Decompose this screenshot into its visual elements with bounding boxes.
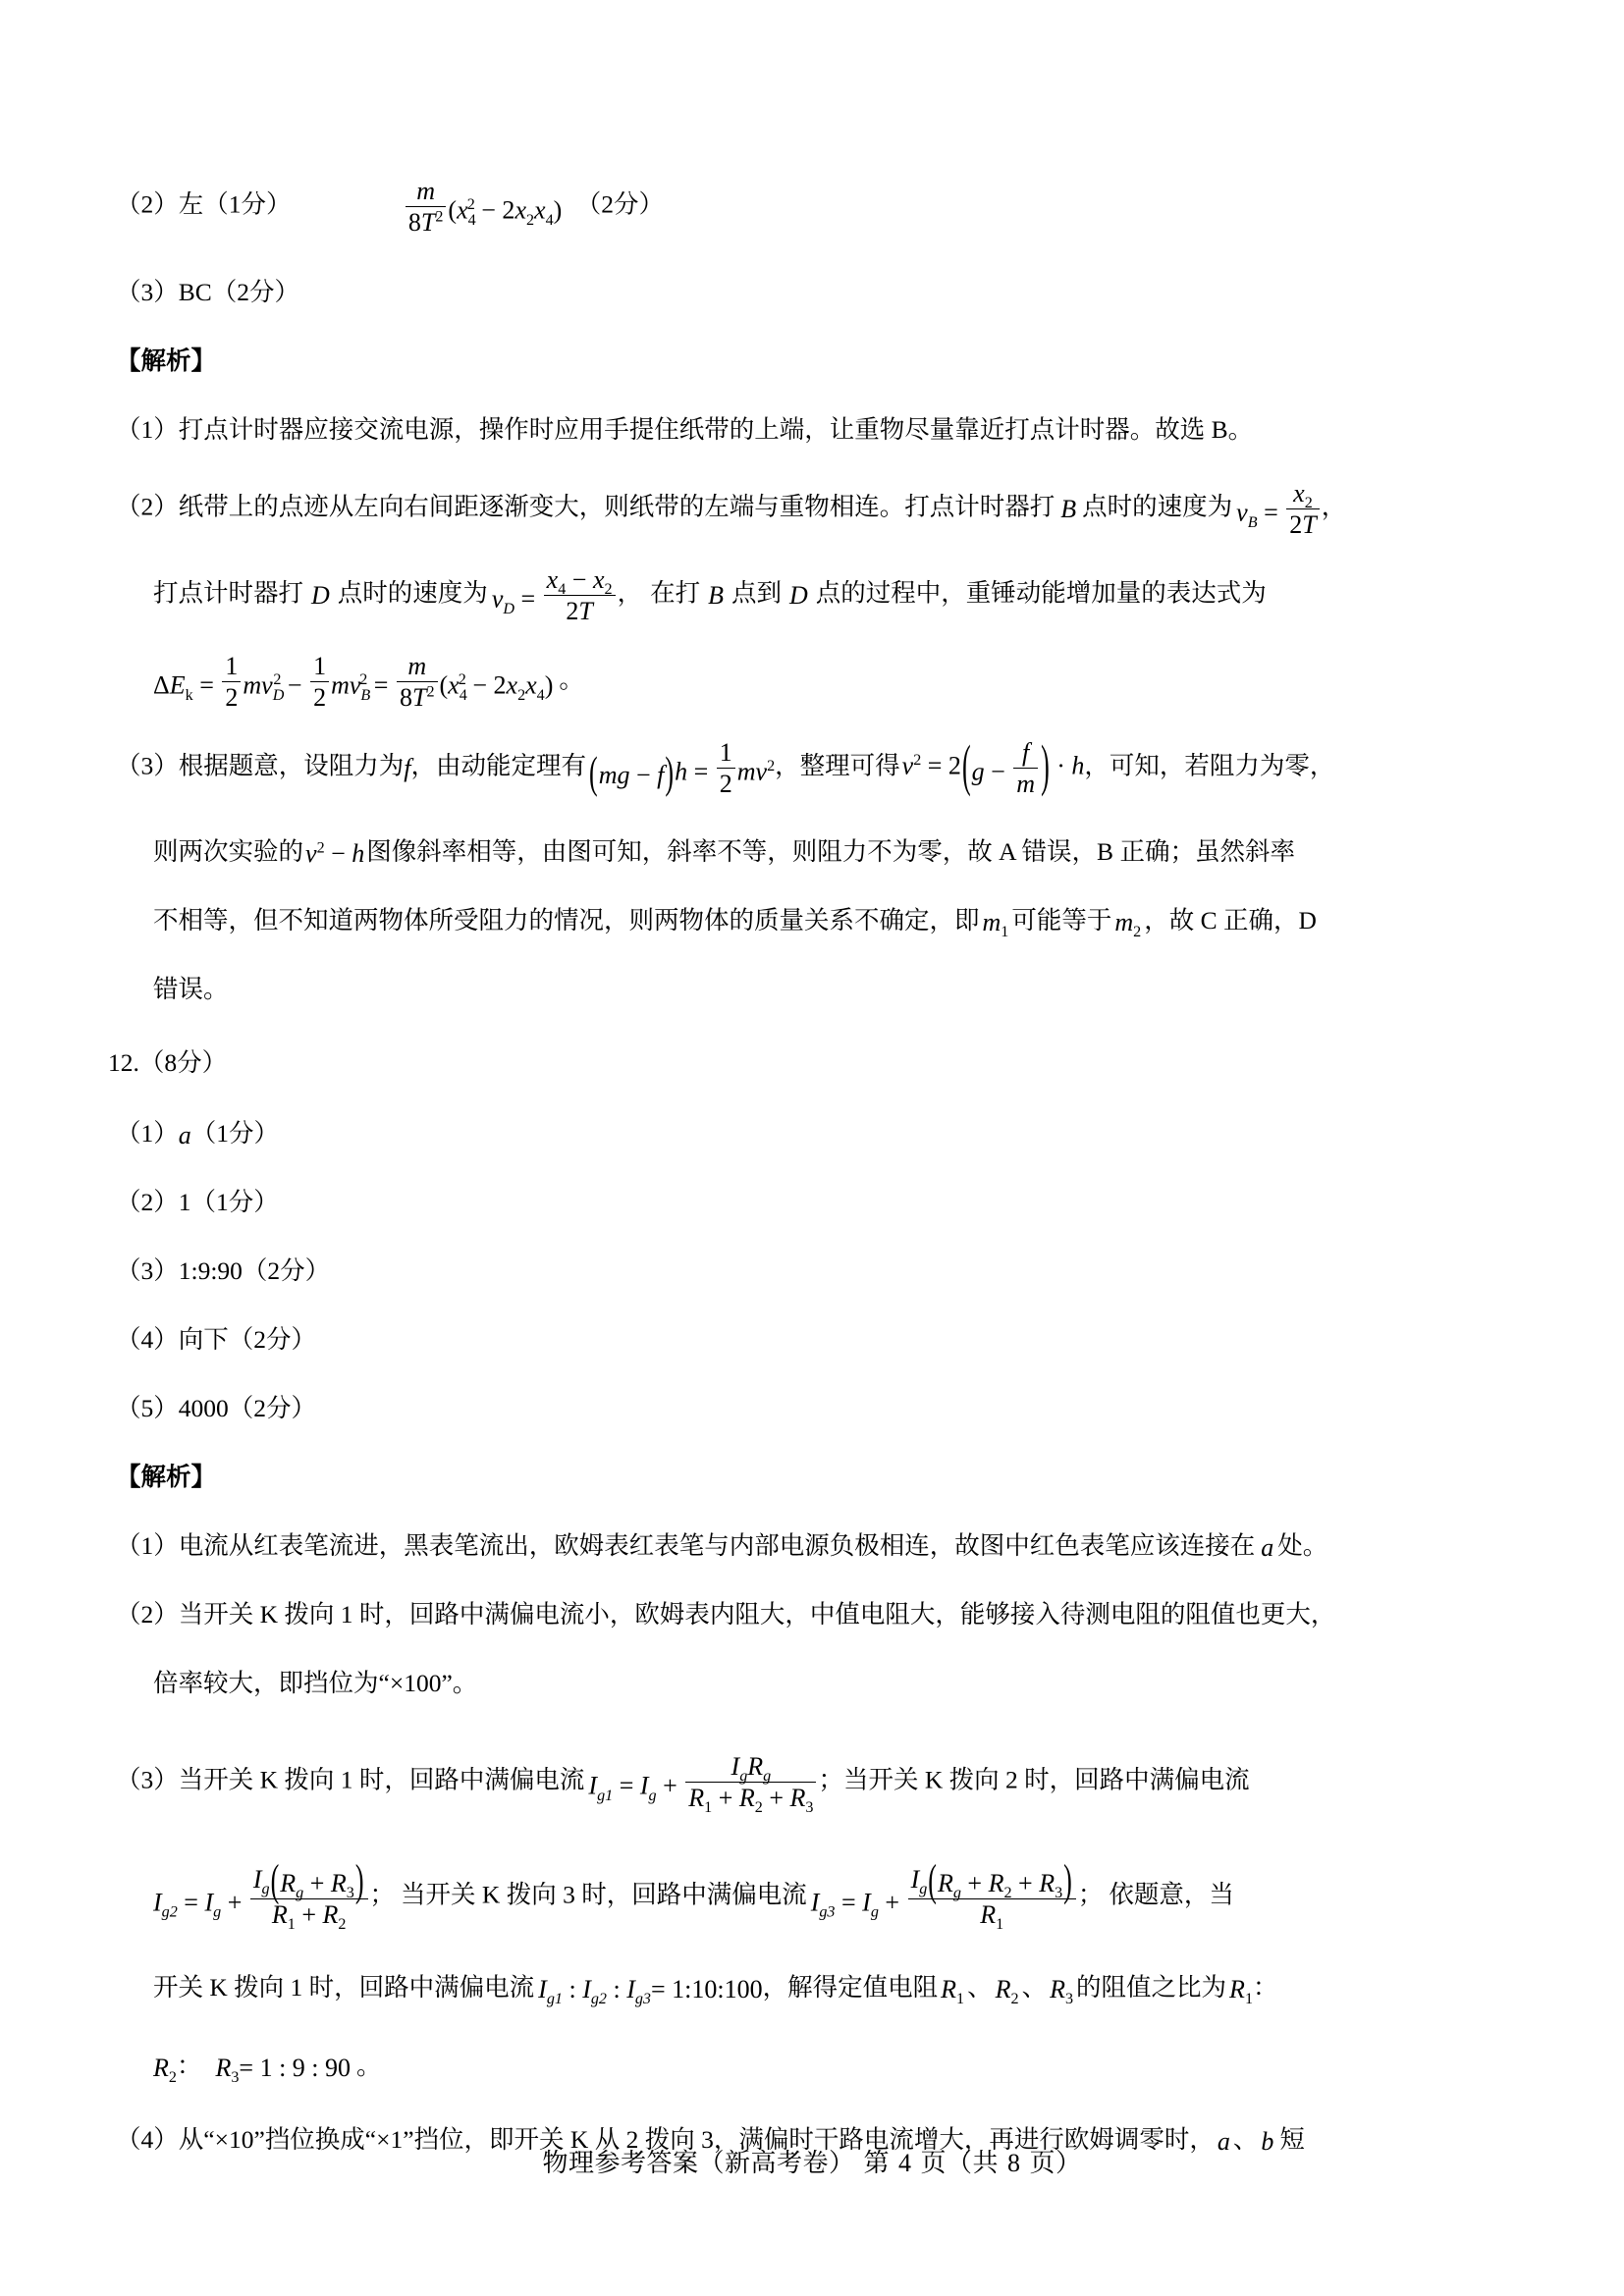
q12-p3-e: 开关 K 拨向 1 时，回路中满偏电流 [153,1973,535,2002]
q11-p3-l2-b: 图像斜率相等，由图可知，斜率不等，则阻力不为零，故 A 错误，B 正确；虽然斜率 [366,837,1295,866]
q12-analysis-p3-line2: $I_{g2} = I_g$ + $\frac{I_g(R_g + R_3)}{R_1 + R_2}$ ； 当开关 K 拨向 3 时，回路中满偏电流 $I_{g3} = I_g$ + $\frac{I_g(R_g + R_2 + R_3)}{R_1}$ ； 依题意，当 [153,1855,1234,1933]
q11-analysis-p2-line2: 打点计时器打 D 点时的速度为 $v_D$ = $\frac{x_4 - x_2}{2T}$ ， 在打 B 点到 D 点的过程中，重锤动能增加量的表达式为 [153,565,1267,626]
q11-p2-text-c: 打点计时器打 [153,578,304,608]
q11-p3-l3-b: 可能等于 [1011,906,1112,934]
q11-analysis-header: 【解析】 [116,347,217,375]
q11-p3-l3-c: 故 C 正确，D [1168,906,1317,934]
q12-answer-5: （5）4000（2分） [116,1394,317,1422]
q11-p3-l2-a: 则两次实验的 [153,837,304,866]
q11-answer-2-label: （2）左（1分） [116,189,292,219]
q12-p3-a: （3）当开关 K 拨向 1 时，回路中满偏电流 [116,1765,585,1794]
q12-analysis-p2-line1: （2）当开关 K 拨向 1 时，回路中满偏电流小，欧姆表内阻大，中值电阻大，能够接入待测电阻的阻值也更大， [116,1600,1336,1629]
q12-analysis-p3-line4: $R_2$： $R_3= 1$ : 9 : 90 。 [153,2052,382,2087]
q12-p3-c: 当开关 K 拨向 3 时，回路中满偏电流 [401,1880,807,1909]
footer-title: 物理参考答案（新高考卷） [542,2149,855,2177]
q11-answer-3: （3）BC（2分） [116,278,300,306]
q11-answer-2-formula: $\frac{m}{8T^2}$ $(x_4^2 - 2x_2x_4)$ [404,177,562,237]
q11-answer-2-points: （2分） [575,189,664,219]
q12-p3-ratio: = 1:10:100 [650,1975,763,2004]
q11-p3-l3-a: 不相等，但不知道两物体所受阻力的情况，则两物体的质量关系不确定，即 [153,906,980,934]
q11-analysis-p2-formula: $\Delta E_k$ = $\frac{1}{2}$ $mv_D^2$ − $\frac{1}{2}$ $mv_B^2$ = $\frac{m}{8T^2}$ $(x_4^2 - 2x_2x_4)$ 。 [153,652,584,713]
q12-analysis-p3-line3: 开关 K 拨向 1 时，回路中满偏电流 $I_{g1}$ : $I_{g2}$ : $I_{g3}=$ 1:10:100，解得定值电阻 $R_1$ 、 $R_2$ 、 $R_3$ 的阻值之比为 $R_1$： [153,1973,1278,2008]
q11-analysis-p3-line2: 则两次实验的$v^2 - h$图像斜率相等，由图可知，斜率不等，则阻力不为零，故 A 错误，B 正确；虽然斜率 [153,837,1295,869]
q11-p3-text-d: 可知，若阻力为零， [1109,751,1335,780]
footer-total-prefix: （共 [947,2149,1000,2177]
q12-answer-2: （2）1（1分） [116,1188,279,1216]
q11-analysis-p2-line1: （2）纸带上的点迹从左向右间距逐渐变大，则纸带的左端与重物相连。打点计时器打 B 点时的速度为 $v_B$ = $\frac{x_2}{2T}$ ， [116,479,1347,540]
footer-page-number: 4 [897,2149,912,2177]
q11-p2-text-e: 在打 [650,578,701,608]
q11-analysis-p3-line3: 不相等，但不知道两物体所受阻力的情况，则两物体的质量关系不确定，即 $m_1$ 可能等于 $m_2$ ，故 C 正确，D [153,906,1317,941]
q12-answer-1: （1）a（1分） [116,1119,280,1150]
q11-analysis-p1: （1）打点计时器应接交流电源，操作时应用手提住纸带的上端，让重物尽量靠近打点计时器。故选 B。 [116,415,1254,444]
q12-number: 12.（8分） [108,1048,228,1077]
q11-p2-text-d: 点时的速度为 [337,578,488,608]
q12-p3-final-ratio: = 1 : 9 : 90 [239,2054,352,2083]
q12-answer-4: （4）向下（2分） [116,1325,317,1354]
q11-analysis-p3-line4: 错误。 [153,975,229,1003]
q11-p3-text-c: 整理可得 [799,751,900,780]
q12-answer-3: （3）1:9:90（2分） [116,1256,331,1285]
q12-analysis-p2-line2: 倍率较大，即挡位为“×100”。 [153,1669,478,1697]
q12-p3-f: 解得定值电阻 [787,1973,939,2002]
q11-p3-text-b: 由动能定理有 [436,751,587,780]
q12-p3-d: 依题意，当 [1109,1880,1234,1909]
q12-p4-tail: 短 [1279,2125,1305,2154]
q12-p3-b: 当开关 K 拨向 2 时，回路中满偏电流 [843,1765,1250,1794]
q11-answer-2-row [116,177,664,237]
footer-page-unit: 页 [920,2149,947,2177]
q11-p2-text-b: 点时的速度为 [1082,492,1233,521]
q12-p1-text: （1）电流从红表笔流进，黑表笔流出，欧姆表红表笔与内部电源负极相连，故图中红色表笔应该连接在 [116,1531,1256,1560]
q11-p2-text-g: 点的过程中，重锤动能增加量的表达式为 [815,578,1267,608]
page-footer [0,2143,1624,2179]
q12-analysis-p3-line1: （3）当开关 K 拨向 1 时，回路中满偏电流 $I_{g1} = I_g$ + $\frac{I_gR_g}{R_1 + R_2 + R_3}$ ；当开关 K 拨向 2 时，回路中满偏电流 [116,1752,1250,1817]
q11-p2-text-f: 点到 [731,578,782,608]
footer-total-number: 8 [1007,2149,1021,2177]
q11-p3-text-a: （3）根据题意，设阻力为 [116,751,405,780]
q12-analysis-header: 【解析】 [116,1463,217,1491]
footer-page-label: 第 [863,2149,890,2177]
q11-p2-text-a: （2）纸带上的点迹从左向右间距逐渐变大，则纸带的左端与重物相连。打点计时器打 [116,492,1056,521]
q12-p1-tail: 处。 [1277,1531,1328,1560]
q12-analysis-p1: （1）电流从红表笔流进，黑表笔流出，欧姆表红表笔与内部电源负极相连，故图中红色表笔应该连接在 a 处。 [116,1531,1328,1563]
q12-p3-g: 的阻值之比为 [1076,1973,1227,2002]
q11-analysis-p3-line1: （3）根据题意，设阻力为f，由动能定理有 (mg − f)h = $\frac{1}{2}$ $mv^2$，整理可得$v^2 = 2(g$ − $\frac{f}{m}$ ) · h，可知，若阻力为零， [116,732,1335,799]
footer-total-unit: 页） [1029,2149,1082,2177]
q12-p4-text: （4）从“×10”挡位换成“×1”挡位，即开关 K 从 2 拨向 3，满偏时干路电流增大，再进行欧姆调零时， [116,2125,1215,2154]
q12-analysis-p4: （4）从“×10”挡位换成“×1”挡位，即开关 K 从 2 拨向 3，满偏时干路电流增大，再进行欧姆调零时， a 、 b 短 [116,2125,1305,2157]
